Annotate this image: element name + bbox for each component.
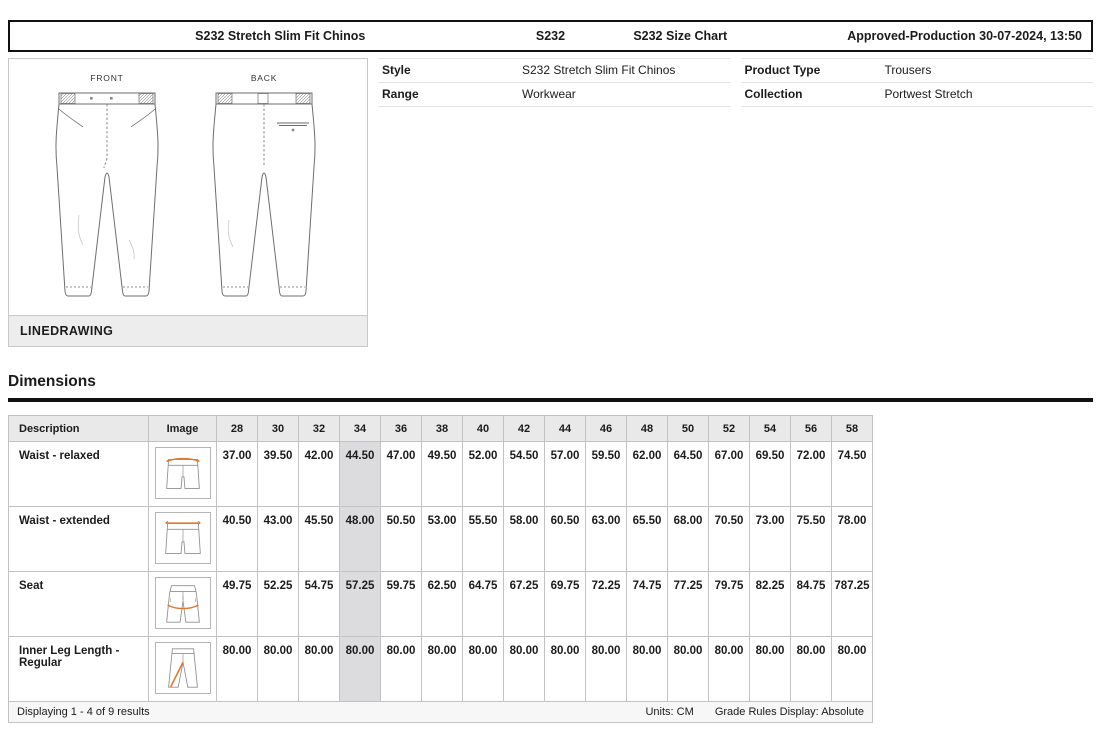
measurement-value: 78.00 bbox=[832, 507, 873, 572]
measurement-value: 59.75 bbox=[381, 572, 422, 637]
measurement-value: 54.75 bbox=[299, 572, 340, 637]
measurement-value: 64.50 bbox=[668, 442, 709, 507]
measurement-value: 57.00 bbox=[545, 442, 586, 507]
size-column-header-34[interactable]: 34 bbox=[340, 416, 381, 442]
measurement-value: 59.50 bbox=[586, 442, 627, 507]
measurement-value: 80.00 bbox=[832, 637, 873, 702]
style-info-right bbox=[741, 58, 1094, 107]
seat-sketch bbox=[155, 577, 211, 629]
measurement-value: 52.25 bbox=[258, 572, 299, 637]
measurement-value: 70.50 bbox=[709, 507, 750, 572]
measurement-value: 52.00 bbox=[463, 442, 504, 507]
measurement-value: 80.00 bbox=[422, 637, 463, 702]
measurement-value: 69.75 bbox=[545, 572, 586, 637]
measurement-value: 53.00 bbox=[422, 507, 463, 572]
collection-label: Collection bbox=[744, 87, 803, 101]
dimension-description: Seat bbox=[9, 572, 149, 637]
size-column-header-48[interactable]: 48 bbox=[627, 416, 668, 442]
measurement-value: 58.00 bbox=[504, 507, 545, 572]
measurement-value: 79.75 bbox=[709, 572, 750, 637]
dimension-description: Waist - relaxed bbox=[9, 442, 149, 507]
collection-value: Portwest Stretch bbox=[884, 87, 973, 101]
measurement-value: 80.00 bbox=[340, 637, 381, 702]
waist-extended-sketch bbox=[155, 512, 211, 564]
measurement-value: 55.50 bbox=[463, 507, 504, 572]
size-column-header-56[interactable]: 56 bbox=[791, 416, 832, 442]
measurement-value: 80.00 bbox=[627, 637, 668, 702]
style-info-left bbox=[378, 58, 731, 107]
back-view-label: BACK bbox=[250, 73, 278, 83]
measurement-value: 74.75 bbox=[627, 572, 668, 637]
measurement-value: 80.00 bbox=[545, 637, 586, 702]
style-title: S232 Stretch Slim Fit Chinos bbox=[195, 29, 366, 43]
measurement-value: 54.50 bbox=[504, 442, 545, 507]
measurement-value: 45.50 bbox=[299, 507, 340, 572]
measurement-value: 67.00 bbox=[709, 442, 750, 507]
measurement-value: 49.75 bbox=[217, 572, 258, 637]
grade-rules-indicator: Grade Rules Display: Absolute bbox=[714, 706, 864, 718]
inner-leg-sketch bbox=[155, 642, 211, 694]
measurement-value: 75.50 bbox=[791, 507, 832, 572]
measurement-value: 80.00 bbox=[217, 637, 258, 702]
measurement-value: 48.00 bbox=[340, 507, 381, 572]
measurement-value: 80.00 bbox=[668, 637, 709, 702]
style-code: S232 bbox=[535, 29, 566, 43]
measurement-value: 80.00 bbox=[258, 637, 299, 702]
size-column-header-50[interactable]: 50 bbox=[668, 416, 709, 442]
measurement-value: 68.00 bbox=[668, 507, 709, 572]
style-label: Style bbox=[382, 63, 411, 77]
dimensions-heading: Dimensions bbox=[8, 373, 96, 390]
dimension-image-cell bbox=[149, 572, 217, 637]
image-column-header: Image bbox=[149, 416, 217, 442]
size-column-header-58[interactable]: 58 bbox=[832, 416, 873, 442]
size-column-header-36[interactable]: 36 bbox=[381, 416, 422, 442]
measurement-value: 787.25 bbox=[832, 572, 873, 637]
dimension-image-cell bbox=[149, 637, 217, 702]
trousers-linedrawing bbox=[17, 65, 359, 313]
measurement-value: 77.25 bbox=[668, 572, 709, 637]
front-view-drawing bbox=[56, 93, 158, 296]
style-info-row bbox=[378, 82, 731, 107]
size-column-header-38[interactable]: 38 bbox=[422, 416, 463, 442]
measurement-value: 47.00 bbox=[381, 442, 422, 507]
document-header-bar bbox=[8, 20, 1093, 52]
dimensions-table bbox=[8, 415, 873, 723]
size-column-header-54[interactable]: 54 bbox=[750, 416, 791, 442]
measurement-value: 65.50 bbox=[627, 507, 668, 572]
size-column-header-52[interactable]: 52 bbox=[709, 416, 750, 442]
measurement-value: 62.50 bbox=[422, 572, 463, 637]
size-column-header-32[interactable]: 32 bbox=[299, 416, 340, 442]
measurement-value: 57.25 bbox=[340, 572, 381, 637]
approval-status: Approved-Production 30-07-2024, 13:50 bbox=[847, 29, 1082, 43]
range-value: Workwear bbox=[522, 87, 576, 101]
size-chart-title: S232 Size Chart bbox=[633, 29, 728, 43]
measurement-value: 80.00 bbox=[299, 637, 340, 702]
table-row bbox=[9, 442, 873, 507]
style-info-row bbox=[378, 58, 731, 82]
linedrawing-image bbox=[9, 59, 367, 315]
measurement-value: 62.00 bbox=[627, 442, 668, 507]
size-column-header-30[interactable]: 30 bbox=[258, 416, 299, 442]
linedrawing-caption: LINEDRAWING bbox=[9, 315, 367, 346]
style-info-row bbox=[741, 82, 1094, 107]
product-type-label: Product Type bbox=[744, 63, 821, 77]
units-indicator: Units: CM bbox=[645, 706, 694, 718]
measurement-value: 37.00 bbox=[217, 442, 258, 507]
measurement-value: 80.00 bbox=[750, 637, 791, 702]
measurement-value: 72.00 bbox=[791, 442, 832, 507]
product-type-value: Trousers bbox=[884, 63, 932, 77]
measurement-value: 49.50 bbox=[422, 442, 463, 507]
measurement-value: 80.00 bbox=[504, 637, 545, 702]
measurement-value: 73.00 bbox=[750, 507, 791, 572]
size-column-header-44[interactable]: 44 bbox=[545, 416, 586, 442]
size-column-header-42[interactable]: 42 bbox=[504, 416, 545, 442]
measurement-value: 67.25 bbox=[504, 572, 545, 637]
front-view-label: FRONT bbox=[90, 73, 124, 83]
style-value: S232 Stretch Slim Fit Chinos bbox=[522, 63, 676, 77]
table-row bbox=[9, 507, 873, 572]
dimension-description: Inner Leg Length - Regular bbox=[9, 637, 149, 702]
dimension-image-cell bbox=[149, 442, 217, 507]
description-column-header: Description bbox=[9, 416, 149, 442]
table-footer-row bbox=[9, 702, 873, 723]
results-count: Displaying 1 - 4 of 9 results bbox=[17, 706, 150, 718]
measurement-value: 39.50 bbox=[258, 442, 299, 507]
measurement-value: 43.00 bbox=[258, 507, 299, 572]
section-rule bbox=[8, 398, 1093, 402]
back-view-drawing bbox=[213, 93, 315, 296]
style-info-panel bbox=[378, 58, 1093, 107]
measurement-value: 74.50 bbox=[832, 442, 873, 507]
measurement-value: 42.00 bbox=[299, 442, 340, 507]
measurement-value: 44.50 bbox=[340, 442, 381, 507]
measurement-value: 80.00 bbox=[463, 637, 504, 702]
measurement-value: 72.25 bbox=[586, 572, 627, 637]
table-row bbox=[9, 637, 873, 702]
style-info-row bbox=[741, 58, 1094, 82]
measurement-value: 84.75 bbox=[791, 572, 832, 637]
size-column-header-46[interactable]: 46 bbox=[586, 416, 627, 442]
waist-relaxed-sketch bbox=[155, 447, 211, 499]
measurement-value: 80.00 bbox=[791, 637, 832, 702]
measurement-value: 64.75 bbox=[463, 572, 504, 637]
measurement-value: 63.00 bbox=[586, 507, 627, 572]
size-column-header-40[interactable]: 40 bbox=[463, 416, 504, 442]
measurement-value: 40.50 bbox=[217, 507, 258, 572]
table-row bbox=[9, 572, 873, 637]
measurement-value: 82.25 bbox=[750, 572, 791, 637]
measurement-value: 50.50 bbox=[381, 507, 422, 572]
range-label: Range bbox=[382, 87, 419, 101]
dimension-description: Waist - extended bbox=[9, 507, 149, 572]
size-column-header-28[interactable]: 28 bbox=[217, 416, 258, 442]
measurement-value: 60.50 bbox=[545, 507, 586, 572]
linedrawing-card bbox=[8, 58, 368, 347]
measurement-value: 69.50 bbox=[750, 442, 791, 507]
dimension-image-cell bbox=[149, 507, 217, 572]
measurement-value: 80.00 bbox=[586, 637, 627, 702]
measurement-value: 80.00 bbox=[709, 637, 750, 702]
measurement-value: 80.00 bbox=[381, 637, 422, 702]
